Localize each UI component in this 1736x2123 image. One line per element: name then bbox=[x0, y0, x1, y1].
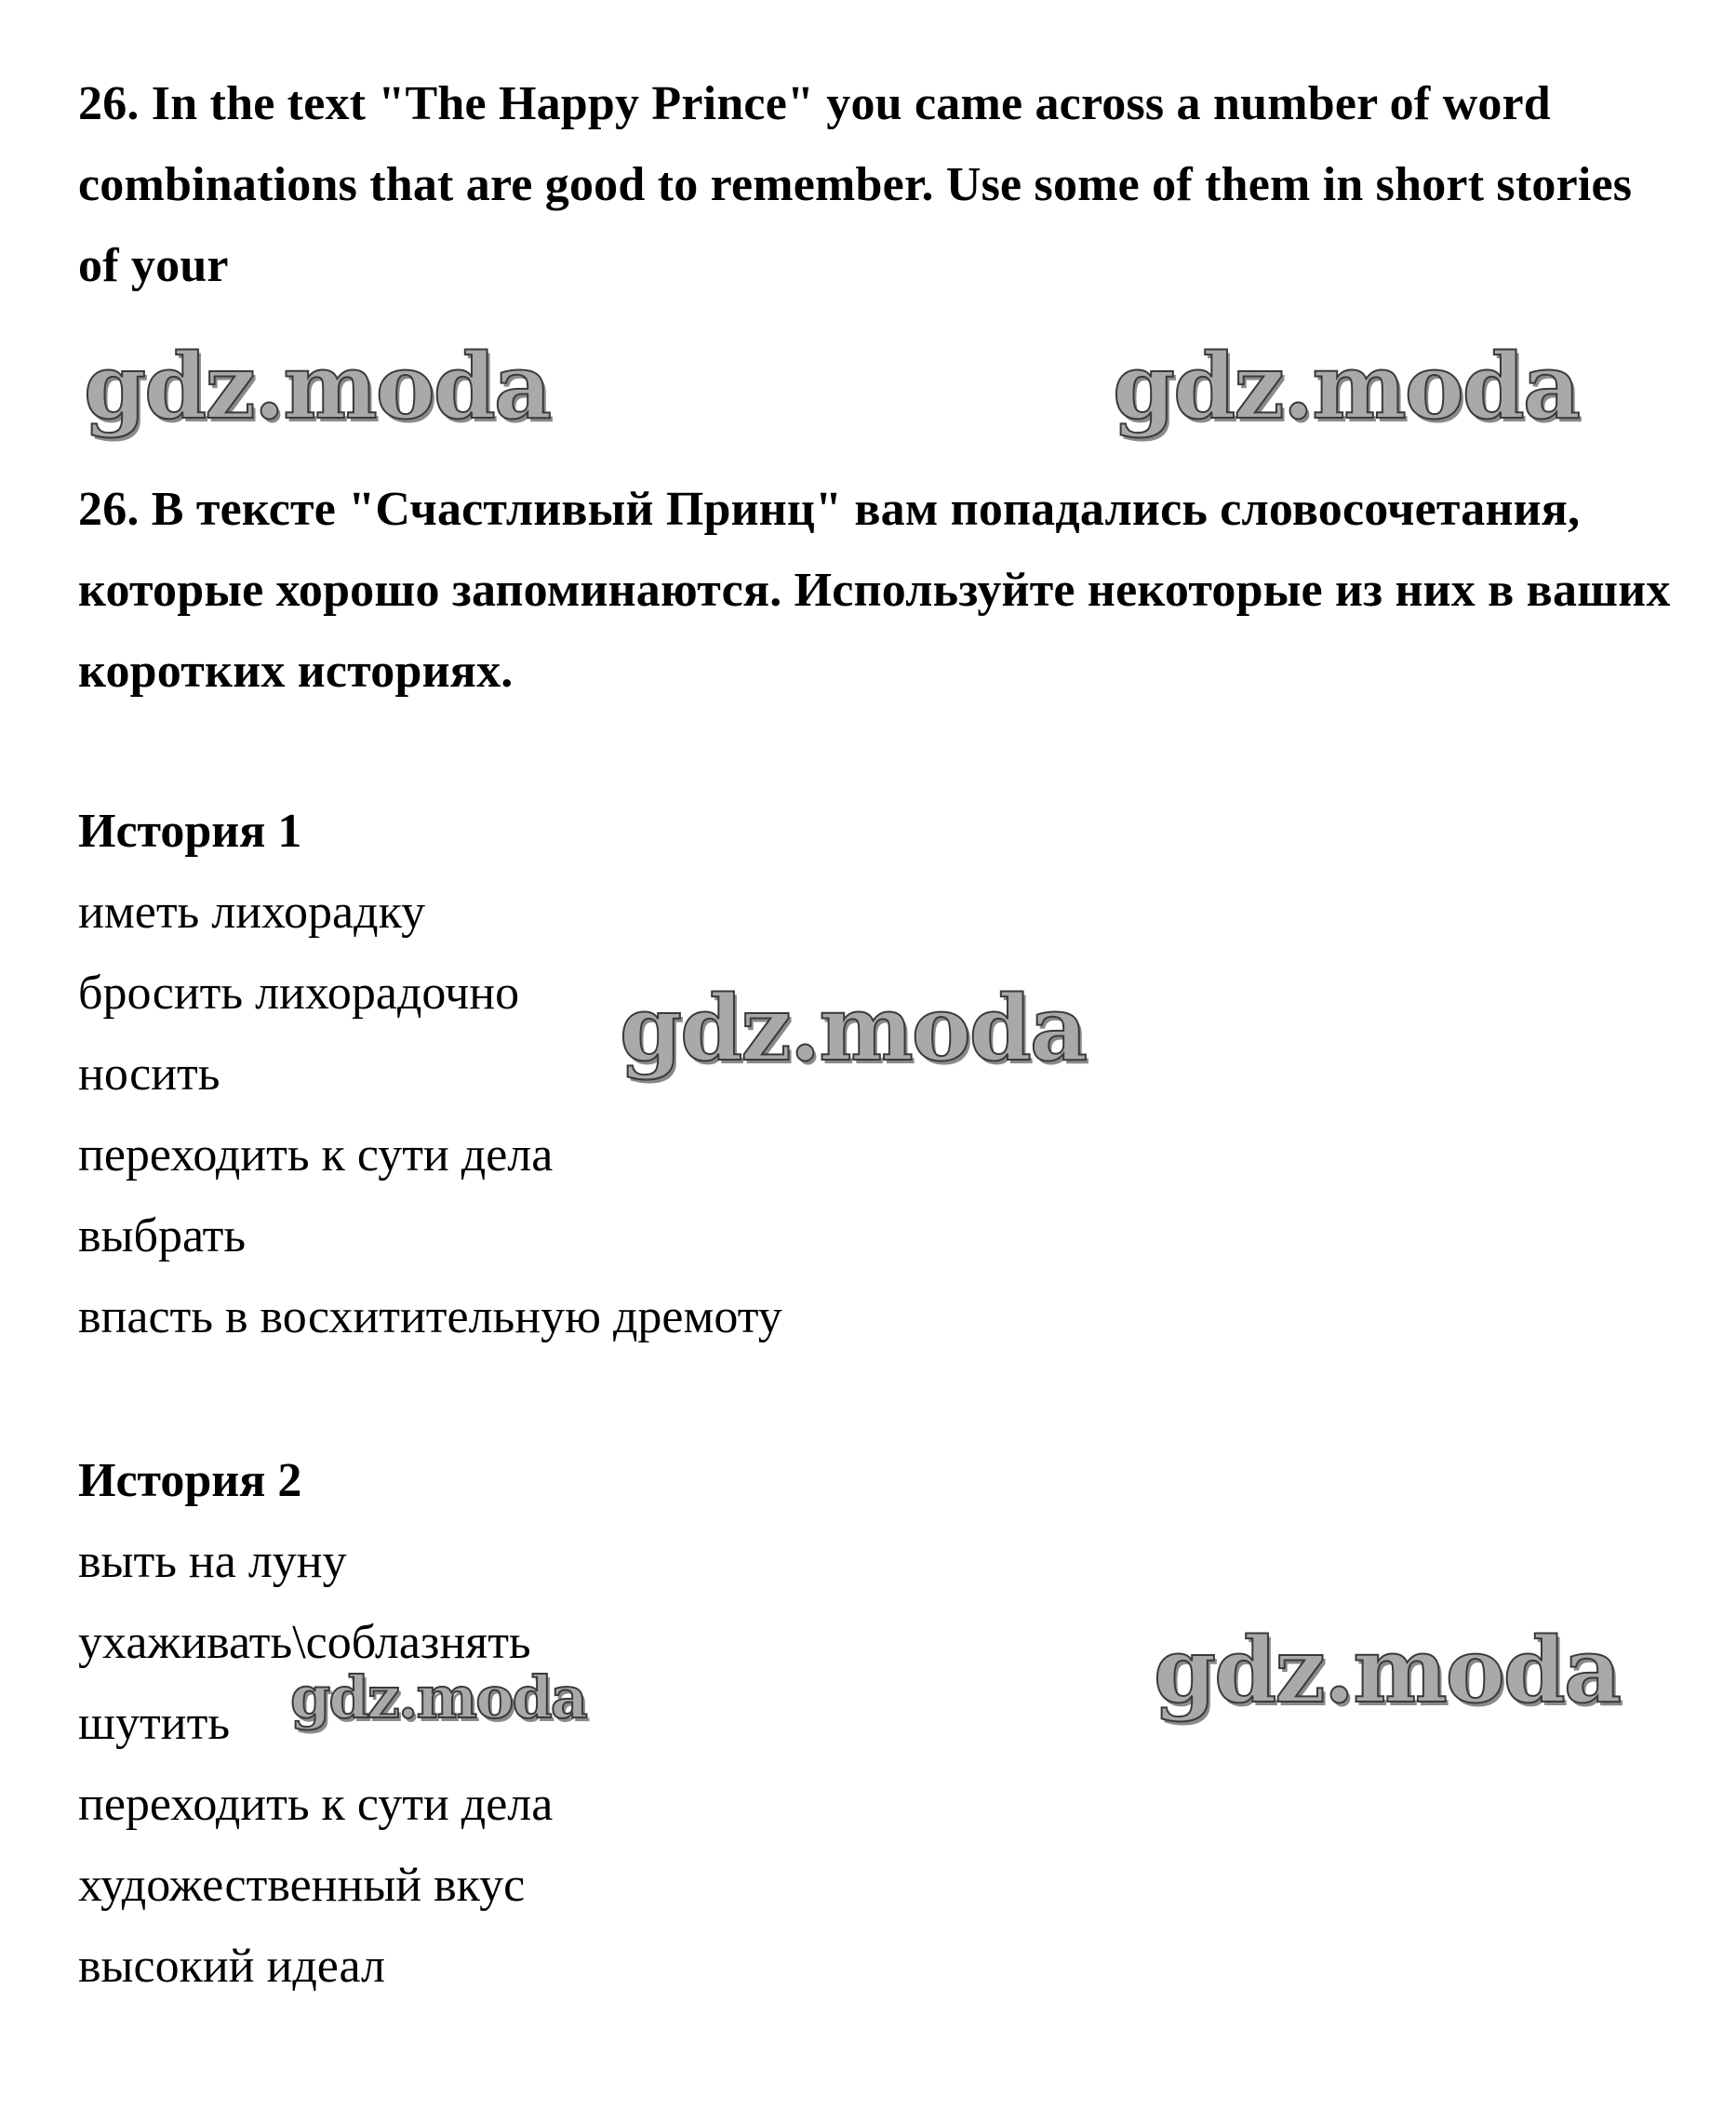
phrase-item: ухаживать\соблазнять bbox=[78, 1616, 531, 1669]
phrase-item: высокий идеал bbox=[78, 1940, 385, 1993]
phrase-item: выть на луну bbox=[78, 1535, 347, 1588]
phrase-item: иметь лихорадку bbox=[78, 886, 426, 939]
phrase-item: шутить bbox=[78, 1697, 231, 1750]
story-1-title: История 1 bbox=[78, 805, 302, 858]
watermark-logo: gdz.moda bbox=[84, 334, 551, 439]
phrase-item: переходить к сути дела bbox=[78, 1778, 554, 1831]
watermark-logo: gdz.moda bbox=[620, 976, 1087, 1081]
story-2-phrase-list bbox=[78, 1521, 1008, 2007]
story-2-section bbox=[78, 1440, 1008, 2007]
task-text-english: 26. In the text "The Happy Prince" you came across a number of word combinations that are good to remember. Use some of them in short stories of your bbox=[78, 77, 1633, 292]
story-1-phrase-list bbox=[78, 872, 1008, 1357]
watermark-logo: gdz.moda bbox=[1154, 1618, 1621, 1723]
story-1-section bbox=[78, 791, 1008, 1357]
phrase-item: художественный вкус bbox=[78, 1859, 526, 1912]
watermark-logo: gdz.moda bbox=[290, 1663, 586, 1731]
phrase-item: впасть в восхитительную дремоту bbox=[78, 1290, 782, 1343]
story-2-title: История 2 bbox=[78, 1454, 302, 1507]
phrase-item: бросить лихорадочно bbox=[78, 967, 520, 1020]
watermark-logo: gdz.moda bbox=[1113, 334, 1580, 439]
phrase-item: переходить к сути дела bbox=[78, 1128, 554, 1182]
phrase-item: выбрать bbox=[78, 1209, 247, 1262]
phrase-item: носить bbox=[78, 1048, 220, 1101]
task-text-russian: 26. В тексте "Счастливый Принц" вам попадались словосочетания, которые хорошо запоминаются. Используйте некоторые из них в ваших коротких историях. bbox=[78, 483, 1671, 698]
